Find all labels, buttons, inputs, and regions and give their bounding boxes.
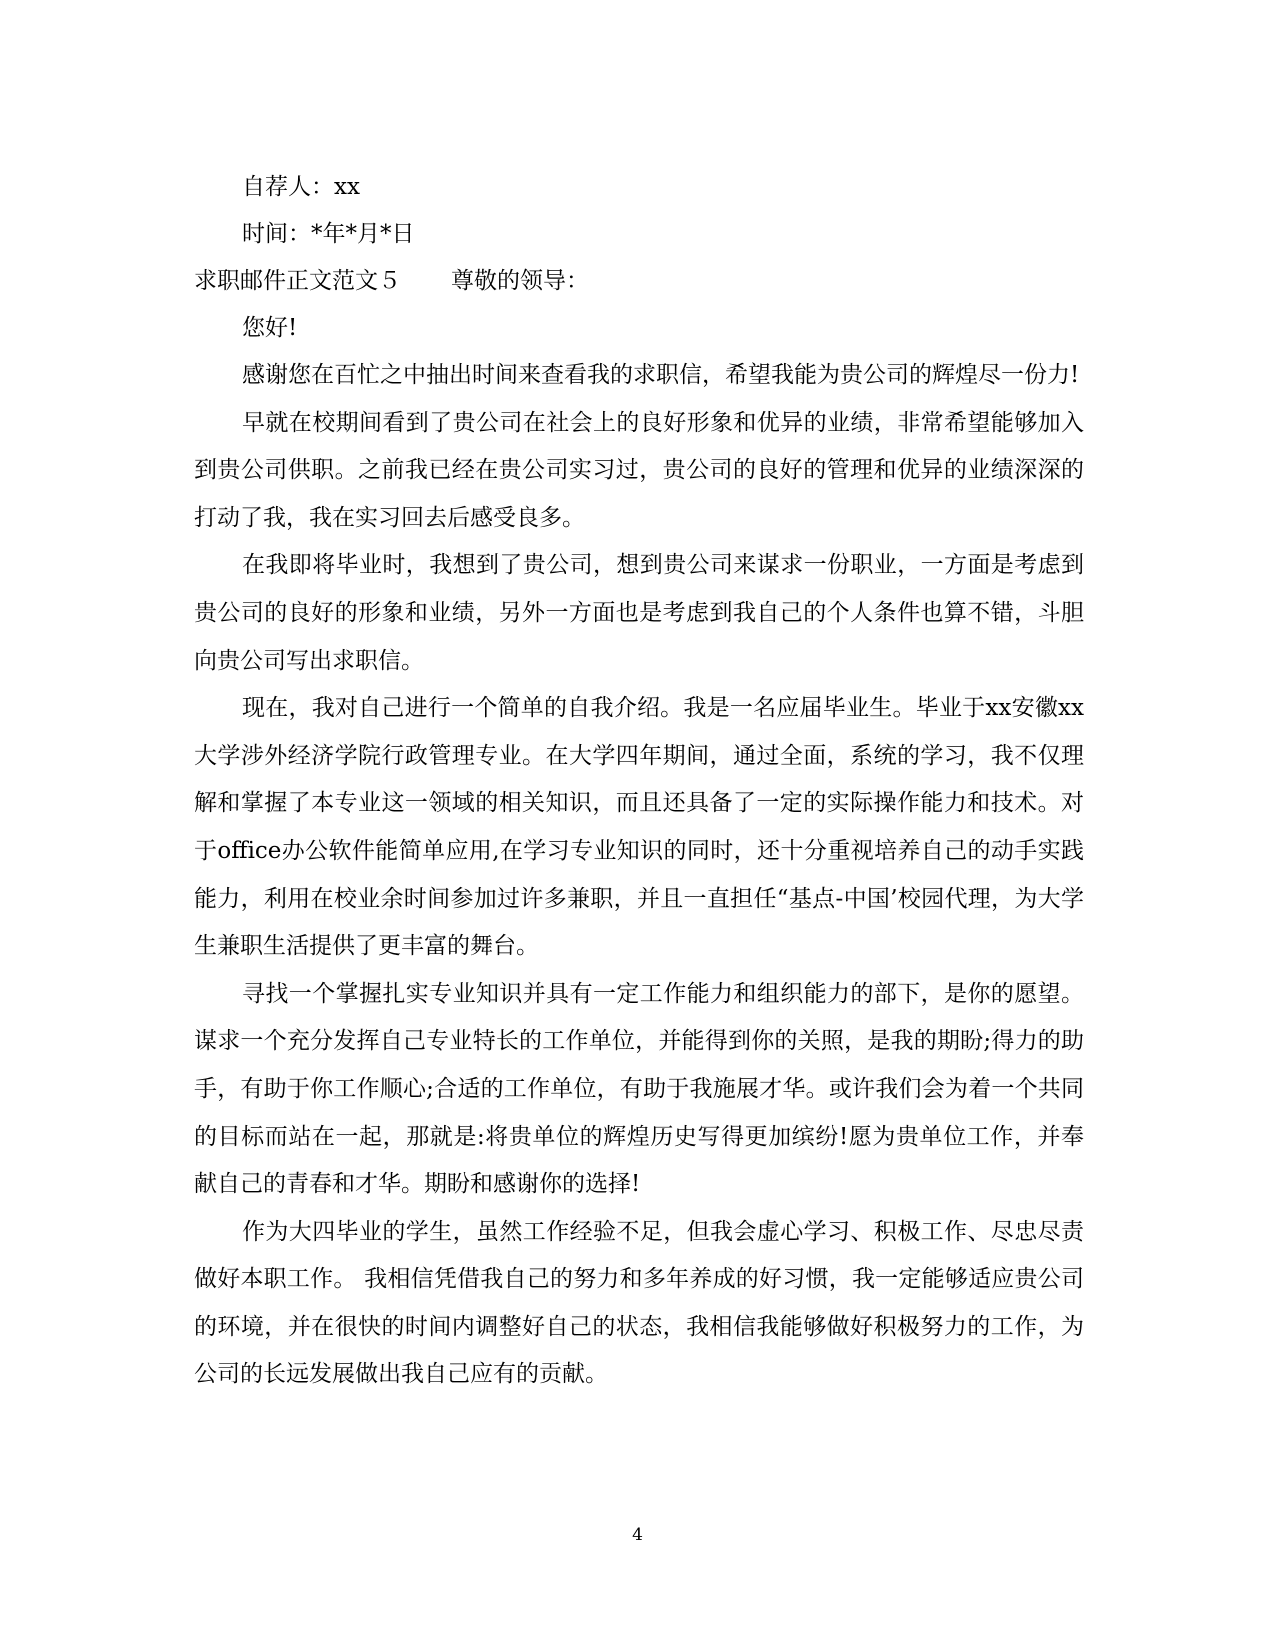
paragraph-thanks: 感谢您在百忙之中抽出时间来查看我的求职信，希望我能为贵公司的辉煌尽一份力!: [242, 362, 1080, 388]
document-body: [194, 164, 1084, 1399]
paragraph-self-introduction: 现在，我对自己进行一个简单的自我介绍。我是一名应届毕业生。毕业于xx安徽xx大学涉外经济学院行政管理专业。在大学四年期间，通过全面，系统的学习，我不仅理解和掌握了本专业这一领域的相关知识，而且还具备了一定的实际操作能力和技术。对于office办公软件能简单应用,在学习专业知识的同时，还十分重视培养自己的动手实践能力，利用在校业余时间参加过许多兼职，并且一直担任“基点-中国’校园代理，为大学生兼职生活提供了更丰富的舞台。: [194, 695, 1084, 960]
paragraph-internship: 早就在校期间看到了贵公司在社会上的良好形象和优异的业绩，非常希望能够加入到贵公司供职。之前我已经在贵公司实习过，贵公司的良好的管理和优异的业绩深深的打动了我，我在实习回去后感受良多。: [194, 409, 1084, 531]
section-heading-row: [194, 258, 1084, 305]
greeting: 您好!: [242, 315, 298, 341]
paragraph-motivation: 在我即将毕业时，我想到了贵公司，想到贵公司来谋求一份职业，一方面是考虑到贵公司的良好的形象和业绩，另外一方面也是考虑到我自己的个人条件也算不错，斗胆向贵公司写出求职信。: [194, 552, 1084, 674]
section-title: 求职邮件正文范文５: [194, 268, 401, 294]
paragraph-aspiration: 寻找一个掌握扎实专业知识并具有一定工作能力和组织能力的部下，是你的愿望。谋求一个充分发挥自己专业特长的工作单位，并能得到你的关照，是我的期盼;得力的助手，有助于你工作顺心;合适的工作单位，有助于我施展才华。或许我们会为着一个共同的目标而站在一起，那就是:将贵单位的辉煌历史写得更加缤纷!愿为贵单位工作，并奉献自己的青春和才华。期盼和感谢你的选择!: [194, 980, 1084, 1198]
date-line: 时间：*年*月*日: [242, 221, 415, 247]
page-number: 4: [632, 1525, 643, 1545]
signature-line: 自荐人：xx: [242, 174, 360, 200]
salutation: 尊敬的领导：: [451, 268, 589, 294]
paragraph-commitment: 作为大四毕业的学生，虽然工作经验不足，但我会虚心学习、积极工作、尽忠尽责做好本职工作。 我相信凭借我自己的努力和多年养成的好习惯，我一定能够适应贵公司的环境，并在很快的时间内调整好自己的状态，我相信我能够做好积极努力的工作，为公司的长远发展做出我自己应有的贡献。: [194, 1218, 1084, 1388]
